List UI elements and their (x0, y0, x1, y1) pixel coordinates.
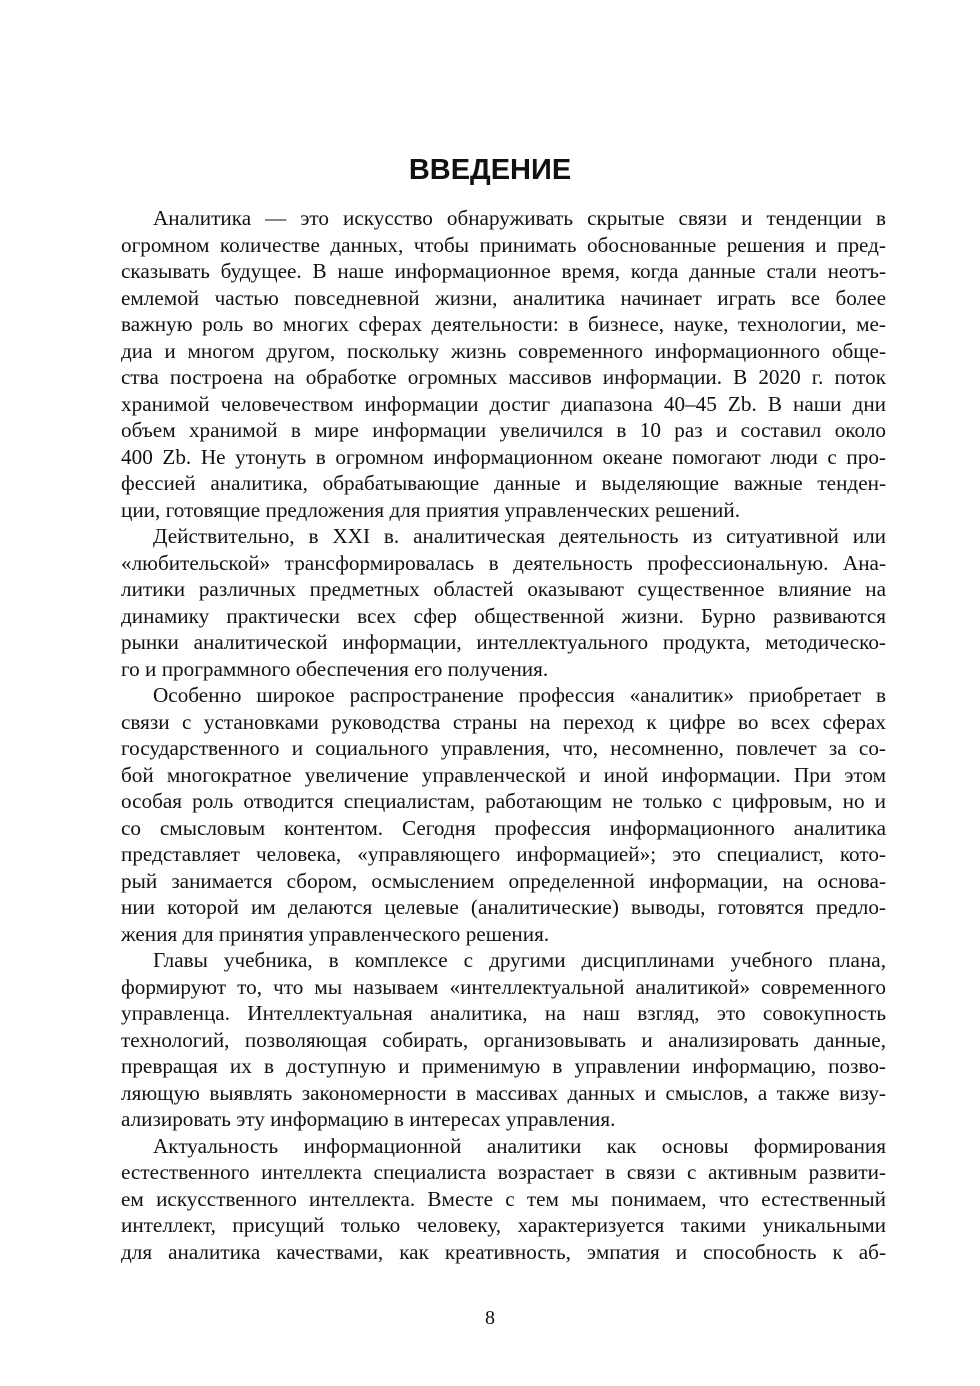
text-line: Актуальность информационной аналитики как основы формирования (153, 1133, 886, 1158)
text-line: «любительской» трансформировалась в деятельность профессиональную. Ана- (121, 550, 886, 575)
text-line: ства построена на обработке огромных массивов информации. В 2020 г. поток (121, 365, 886, 389)
text-line: связи с установками руководства страны на переход к цифре во всех сферах (121, 709, 886, 734)
body-text (121, 205, 886, 1265)
text-line: динамику практически всех сфер общественной жизни. Бурно развиваются (121, 603, 886, 628)
text-line: для аналитика качествами, как креативность, эмпатия и способность к аб- (121, 1239, 886, 1264)
text-line: фессией аналитика, обрабатывающие данные и выделяющие важные тенден- (121, 471, 886, 495)
text-line: со смысловым контентом. Сегодня профессия информационного аналитика (121, 815, 886, 840)
text-line: бой многократное увеличение управленческой и иной информации. При этом (121, 762, 886, 787)
text-line: огромном количестве данных, чтобы принимать обоснованные решения и пред- (121, 232, 886, 257)
text-line: хранимой человечеством информации достиг диапазона 40–45 Zb. В наши дни (121, 391, 886, 416)
text-line: представляет человека, «управляющего информацией»; это специалист, кото- (121, 842, 886, 866)
text-line: ализировать эту информацию в интересах управления. (121, 1107, 616, 1131)
text-line: 400 Zb. Не утонуть в огромном информационном океане помогают люди с про- (121, 444, 886, 469)
text-line: рый занимается сбором, осмыслением определенной информации, на основа- (121, 868, 886, 893)
text-line: интеллект, присущий только человеку, характеризуется такими уникальными (121, 1213, 886, 1237)
text-line: емлемой частью повседневной жизни, аналитика начинает играть все более (121, 285, 886, 310)
text-line: сказывать будущее. В наше информационное время, когда данные стали неотъ- (121, 259, 886, 283)
text-line: ции, готовящие предложения для приятия управленческих решений. (121, 497, 741, 522)
text-line: управленца. Интеллектуальная аналитика, на наш взгляд, это совокупность (121, 1001, 886, 1025)
text-line: рынки аналитической информации, интеллектуального продукта, методическо- (121, 630, 886, 654)
text-line: Главы учебника, в комплексе с другими дисциплинами учебного плана, (153, 948, 886, 972)
text-line: превращая их в доступную и применимую в управлении информацию, позво- (121, 1054, 886, 1078)
text-line: нии которой им делаются целевые (аналитические) выводы, готовятся предло- (121, 895, 886, 919)
text-line: особая роль отводится специалистам, работающим не только с цифровым, но и (121, 789, 886, 813)
text-line: го и программного обеспечения его получения. (121, 656, 549, 681)
text-line: жения для принятия управленческого решения. (121, 921, 550, 946)
text-line: литики различных предметных областей оказывают существенное влияние на (121, 577, 886, 601)
text-line: государственного и социального управления, что, несомненно, повлечет за со- (121, 736, 886, 760)
page-number: 8 (485, 1307, 495, 1329)
text-line: естественного интеллекта специалиста возрастает в связи с активным развити- (121, 1160, 886, 1184)
text-line: Действительно, в XXI в. аналитическая деятельность из ситуативной или (153, 524, 886, 548)
text-line: Аналитика — это искусство обнаруживать скрытые связи и тенденции в (153, 206, 886, 230)
text-line: Особенно широкое распространение профессия «аналитик» приобретает в (153, 683, 886, 707)
text-line: технологий, позволяющая собирать, организовывать и анализировать данные, (121, 1027, 886, 1052)
text-line: ляющую выявлять закономерности в массивах данных и смыслов, а также визу- (121, 1080, 886, 1105)
text-line: важную роль во многих сферах деятельности: в бизнесе, науке, технологии, ме- (121, 312, 886, 336)
page-title: ВВЕДЕНИЕ (408, 154, 572, 186)
text-line: объем хранимой в мире информации увеличился в 10 раз и составил около (121, 418, 886, 442)
text-line: диа и многом другом, поскольку жизнь современного информационного обще- (121, 338, 886, 363)
text-line: формируют то, что мы называем «интеллектуальной аналитикой» современного (121, 974, 886, 999)
text-line: ем искусственного интеллекта. Вместе с тем мы понимаем, что естественный (121, 1186, 886, 1211)
